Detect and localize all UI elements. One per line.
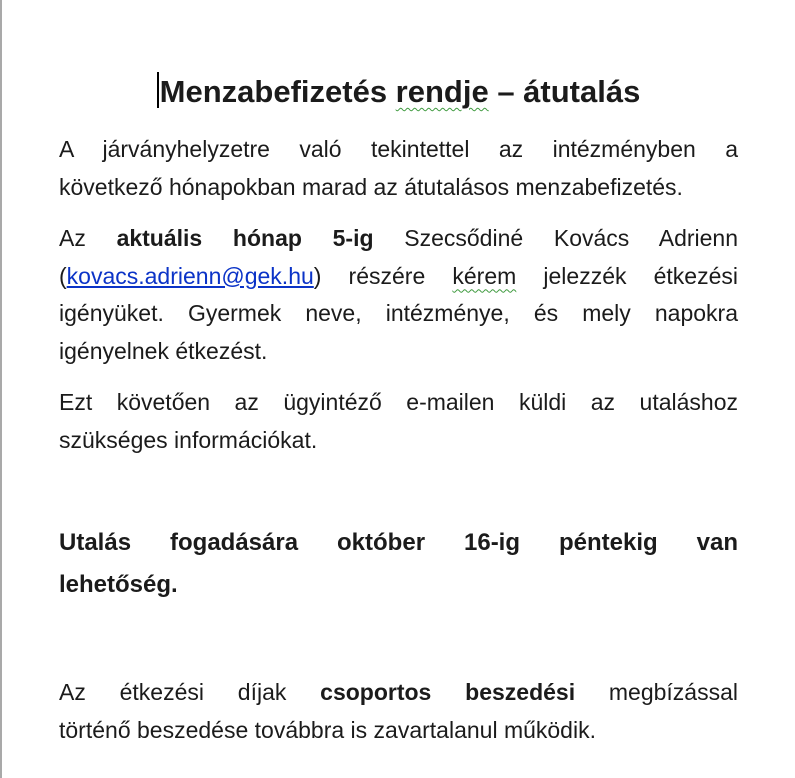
title-text-part2: rendje (395, 74, 489, 109)
text-run: jelezzék étkezési (516, 262, 738, 289)
paragraph-intro (59, 131, 738, 206)
paragraph-contact (59, 220, 738, 370)
paragraph-line: szükséges információkat. (59, 426, 318, 453)
document-title (59, 72, 738, 112)
text-cursor (157, 72, 159, 108)
paragraph-line: Utalás fogadására október 16-ig péntekig van (59, 529, 738, 556)
paragraph-line (59, 258, 738, 296)
paragraph-followup (59, 384, 738, 459)
paragraph-line (59, 674, 738, 712)
paragraph-line (59, 220, 738, 258)
page-left-edge (0, 0, 2, 778)
bold-deadline: aktuális hónap 5-ig (116, 225, 374, 251)
paragraph-line: lehetőség. (59, 571, 178, 598)
paragraph-line: Ezt követően az ügyintéző e-mailen küldi az utaláshoz (59, 389, 738, 415)
paragraph-line: következő hónapokban marad az átutalásos menzabefizetés. (59, 173, 683, 200)
text-run: ) részére (313, 262, 453, 289)
title-text-part1: Menzabefizetés (159, 74, 396, 109)
paragraph-line: igényelnek étkezést. (59, 337, 268, 364)
title-text-part3: – átutalás (488, 74, 641, 109)
text-run: ( (59, 262, 67, 289)
text-run: Az étkezési díjak (59, 679, 321, 705)
text-run: Az (59, 225, 117, 251)
text-run: megbízással (575, 679, 738, 705)
email-link[interactable]: kovacs.adrienn@gek.hu (66, 262, 314, 289)
paragraph-direct-debit (59, 674, 738, 749)
text-run: Szecsődiné Kovács Adrienn (404, 225, 739, 251)
text-run-kerem: kérem (452, 262, 517, 289)
paragraph-line: igényüket. Gyermek neve, intézménye, és mely napokra (59, 300, 738, 326)
document-page[interactable] (59, 0, 738, 778)
bold-direct-debit: csoportos beszedési (320, 679, 576, 705)
paragraph-line: történő beszedése továbbra is zavartalanul működik. (59, 716, 596, 743)
paragraph-deadline (59, 522, 738, 606)
paragraph-line: A járványhelyzetre való tekintettel az intézményben a (59, 136, 738, 162)
